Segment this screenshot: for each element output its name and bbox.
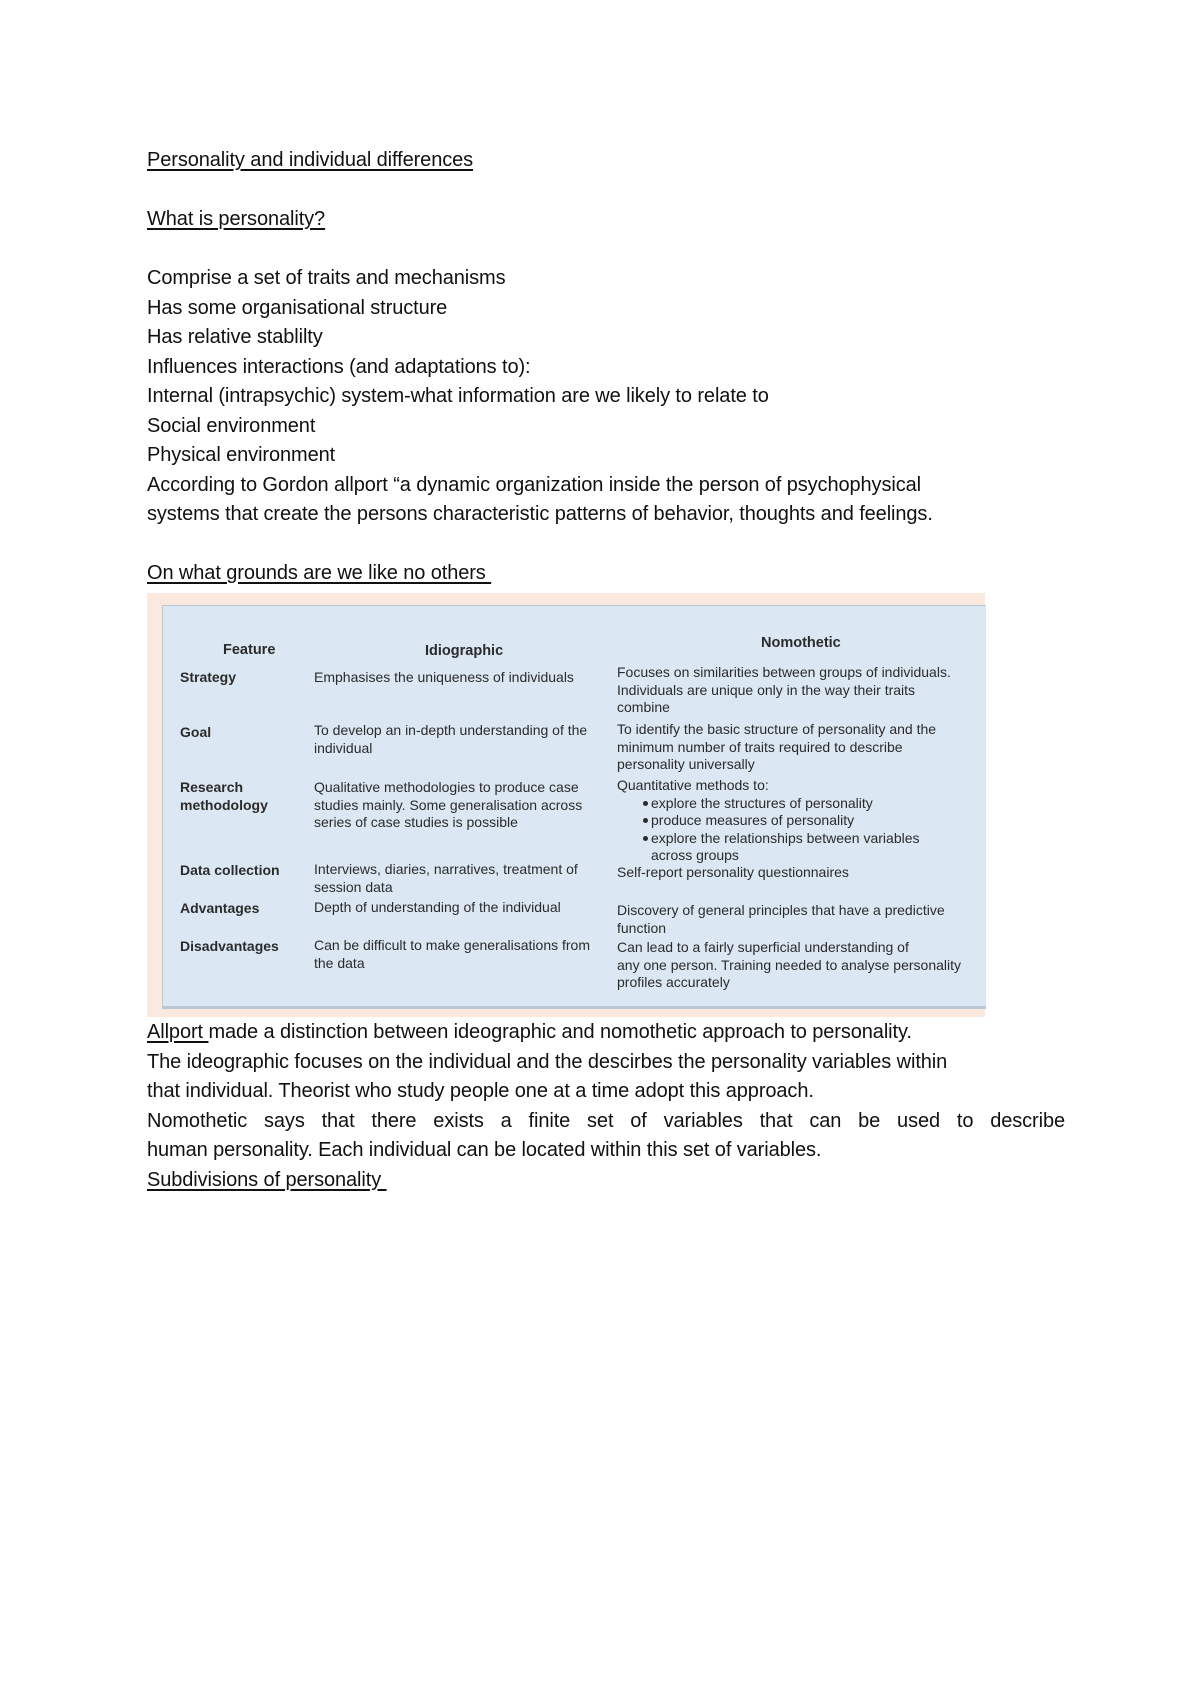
paragraph-line: systems that create the persons characteristic patterns of behavior, thoughts and feelings. <box>147 503 933 525</box>
cell-line: individual <box>314 739 373 756</box>
cell-line: Quantitative methods to: <box>617 777 769 793</box>
table-cell-nomothetic <box>617 721 977 774</box>
bullet-continuation: across groups <box>651 847 739 863</box>
bullet-item: explore the structures of personality <box>617 795 977 813</box>
paragraph-text: made a distinction between ideographic and nomothetic approach to personality. <box>208 1021 912 1043</box>
paragraph-line: Social environment <box>147 414 316 437</box>
paragraph-line: Has relative stablilty <box>147 326 323 348</box>
cell-line: Discovery of general principles that have a predictive <box>617 902 945 918</box>
cell-line: Interviews, diaries, narratives, treatment of <box>314 861 578 877</box>
table-cell-nomothetic <box>617 939 977 992</box>
table-cell-idiographic: Emphasises the uniqueness of individuals <box>314 669 574 685</box>
table-cell-feature: Goal <box>180 724 212 740</box>
cell-line: personality universally <box>617 756 755 772</box>
cell-line: series of case studies is possible <box>314 814 518 830</box>
cell-line: session data <box>314 878 393 895</box>
table-header-idiographic: Idiographic <box>425 643 504 659</box>
paragraph-line: Physical environment <box>147 444 336 466</box>
section-heading-grounds: On what grounds are we like no others <box>147 562 492 584</box>
table-cell-idiographic <box>314 779 609 832</box>
paragraph-line: Has some organisational structure <box>147 296 448 319</box>
table-cell-nomothetic <box>617 777 977 865</box>
table-cell-feature: Strategy <box>180 669 237 685</box>
bullet-icon <box>643 836 648 841</box>
paragraph-line: Comprise a set of traits and mechanisms <box>147 267 506 289</box>
table-cell-idiographic <box>314 937 614 972</box>
cell-line: Research <box>180 779 244 795</box>
table-cell-nomothetic <box>617 902 977 937</box>
cell-line: Individuals are unique only in the way their traits <box>617 681 916 698</box>
table-cell-idiographic: Depth of understanding of the individual <box>314 899 561 915</box>
paragraph-line: that individual. Theorist who study people one at a time adopt this approach. <box>147 1080 814 1102</box>
paragraph-line <box>147 1018 1065 1048</box>
table-cell-nomothetic <box>617 664 977 717</box>
cell-line: profiles accurately <box>617 974 730 990</box>
paragraph-line: human personality. Each individual can be located within this set of variables. <box>147 1139 822 1161</box>
bullet-icon <box>643 801 648 806</box>
section-heading-subdivisions: Subdivisions of personality <box>147 1168 387 1191</box>
cell-line: minimum number of traits required to describe <box>617 738 903 755</box>
table-header-feature: Feature <box>223 642 276 658</box>
table-cell-idiographic <box>314 722 609 757</box>
table-cell-feature: Disadvantages <box>180 938 279 954</box>
paragraph-line: Influences interactions (and adaptations to): <box>147 355 531 378</box>
bullet-item: produce measures of personality <box>617 812 977 830</box>
paragraph-line: Nomothetic says that there exists a finite set of variables that can be used to describe <box>147 1109 1065 1132</box>
table-header-nomothetic: Nomothetic <box>761 635 841 651</box>
table-cell-feature: Data collection <box>180 862 280 878</box>
table-cell-nomothetic: Self-report personality questionnaires <box>617 864 849 880</box>
bullet-item: explore the relationships between variables <box>617 830 977 848</box>
cell-line: To identify the basic structure of personality and the <box>617 721 937 737</box>
cell-line: Can be difficult to make generalisations from <box>314 937 590 953</box>
bullet-icon <box>643 818 648 823</box>
paragraph-line: The ideographic focuses on the individual and the descirbes the personality variables within <box>147 1050 948 1073</box>
cell-line: To develop an in-depth understanding of the <box>314 722 588 738</box>
comparison-table-image <box>147 593 985 1017</box>
table-cell-feature: Advantages <box>180 900 260 916</box>
cell-line: studies mainly. Some generalisation across <box>314 796 583 813</box>
cell-line: Can lead to a fairly superficial understanding of <box>617 939 909 955</box>
table-cell-idiographic <box>314 861 609 896</box>
table-cell-feature <box>180 779 268 814</box>
cell-line: any one person. Training needed to analyse personality <box>617 956 962 973</box>
document-body <box>147 146 1065 589</box>
comparison-table <box>162 605 986 1009</box>
cell-line: the data <box>314 954 365 971</box>
cell-line: Qualitative methodologies to produce case <box>314 779 579 795</box>
cell-line: methodology <box>180 796 268 813</box>
document-body-continued <box>147 1018 1065 1195</box>
allport-word: Allport <box>147 1021 209 1043</box>
document-title: Personality and individual differences <box>147 149 474 171</box>
cell-line: function <box>617 919 667 936</box>
paragraph-line: According to Gordon allport “a dynamic organization inside the person of psychophysical <box>147 473 921 496</box>
section-heading-what-is-personality: What is personality? <box>147 208 326 230</box>
cell-line: combine <box>617 699 670 715</box>
paragraph-line: Internal (intrapsychic) system-what information are we likely to relate to <box>147 385 769 407</box>
cell-line: Focuses on similarities between groups of individuals. <box>617 664 951 680</box>
